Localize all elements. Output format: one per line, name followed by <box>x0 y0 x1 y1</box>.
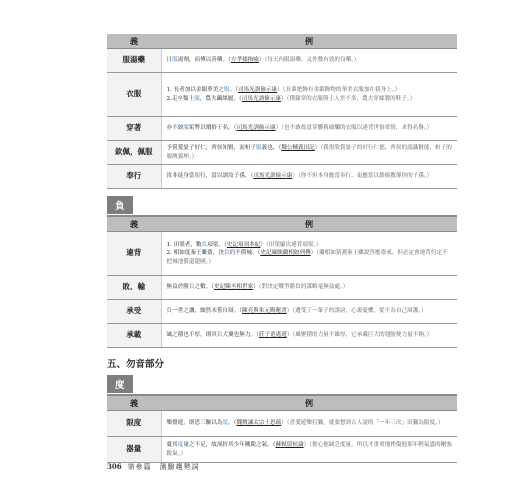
table-row <box>107 232 457 276</box>
row-label: 服湯藥 <box>107 49 161 73</box>
table-row <box>107 117 457 141</box>
page-number: 306 <box>107 462 122 471</box>
row-label: 奉行 <box>107 165 161 189</box>
table-row <box>107 276 457 300</box>
row-example: 1. 長者加以金銀華美之服。（司馬光訓儉示康）（長輩把飾有金銀飾物的華美衣服加在我身上。） 2.走卒類士服，農夫躡絲履。（司馬光訓儉示康）（僕隸穿的衣服與士人差不多，農夫穿絲製的鞋子。） <box>161 73 457 117</box>
table-row <box>107 73 457 117</box>
row-example: 亦不敢服垢弊以矯俗干名。（司馬光訓儉示康）（也不敢故意穿髒舊破爛的衣服以違背世俗常情，求得名譽。） <box>161 117 457 141</box>
table-header <box>107 34 457 49</box>
row-label: 穿著 <box>107 117 161 141</box>
table-du <box>107 394 457 463</box>
header-example: 例 <box>161 216 457 232</box>
header-example: 例 <box>161 34 457 49</box>
row-example: 1. 田榮者，數負項梁。（史記項羽本紀）（田榮屢次違背項梁。） 2. 相如度秦王雖齋，決負約不償城。（史記廉頗藺相如列傳）（藺相如猜測秦王雖說答應齋戒，但必定會違背約定不把城池償還趙國。） <box>161 232 457 276</box>
row-example: 樂盤遊，則思三驅以為度。（魏徵諫太宗十思疏）（喜愛遊樂打獵，就要想到古人說的「一年三次」田獵為限度。） <box>161 411 457 437</box>
table-header <box>107 395 457 411</box>
row-example: 憂其度量之不足，故深折其少年剛銳之氣。（蘇軾留侯論）（擔心他缺乏度量，所以才重重地挫傷他那年輕氣盛的剛強銳氣。） <box>161 437 457 463</box>
row-label: 違背 <box>107 232 161 276</box>
character-tag-fu: 負 <box>107 196 133 214</box>
table-row <box>107 300 457 324</box>
footer-text: 第參篇 測驗趨勢詞 <box>127 463 200 471</box>
table-row <box>107 411 457 437</box>
row-example: 風之積也不厚，則其負大翼也無力。（莊子逍遙遊）（風聚積的力量不雄厚，它承載巨大的翅膀便力量不夠。） <box>161 324 457 348</box>
table-header <box>107 216 457 232</box>
row-label: 欽佩，佩服 <box>107 141 161 165</box>
row-example: 予嘗愛晏子好仁，齊侯知賢，而桓子服義也。（魏公輔義田記）（我很欣賞晏子的好行仁德，齊侯的認識賢能，桓子的服膺義理。） <box>161 141 457 165</box>
table-row <box>107 165 457 189</box>
table-row <box>107 324 457 348</box>
row-label: 承受 <box>107 300 161 324</box>
page-content <box>107 34 457 463</box>
header-meaning: 義 <box>107 395 161 411</box>
header-example: 例 <box>161 395 457 411</box>
character-tag-du: 度 <box>107 375 133 393</box>
row-label: 承載 <box>107 324 161 348</box>
table-row <box>107 141 457 165</box>
row-example: 日服湯劑，而傅以善藥。（方孝孺指喻）（每天內服湯藥，又外敷有效的良藥。） <box>161 49 457 73</box>
table-fu-negative <box>107 215 457 348</box>
row-example: 負一世之譏，頗然未嘗自辯。（陳亮與朱元晦秘書）（遭受了一輩子的誹謗，心裏憂懼，從不為自己辯護。） <box>161 300 457 324</box>
row-label: 限度 <box>107 411 161 437</box>
header-meaning: 義 <box>107 34 161 49</box>
row-example: 無益於勝負之數。（史記陳丞相世家）（對決定戰爭勝負的謀略毫無益處。） <box>161 276 457 300</box>
table-row <box>107 49 457 73</box>
header-meaning: 義 <box>107 216 161 232</box>
row-example: 汝非徒身當服行，當以訓汝子孫。（司馬光訓儉示康）（你不但本身應當奉行，更應當以節儉教導你的子孫。） <box>161 165 457 189</box>
page-footer <box>107 462 200 472</box>
row-label: 器量 <box>107 437 161 463</box>
table-row <box>107 437 457 463</box>
row-label: 敗、輸 <box>107 276 161 300</box>
table-fu-clothing <box>107 34 457 189</box>
row-label: 衣服 <box>107 73 161 117</box>
section-title: 五、勿音部分 <box>107 359 165 370</box>
